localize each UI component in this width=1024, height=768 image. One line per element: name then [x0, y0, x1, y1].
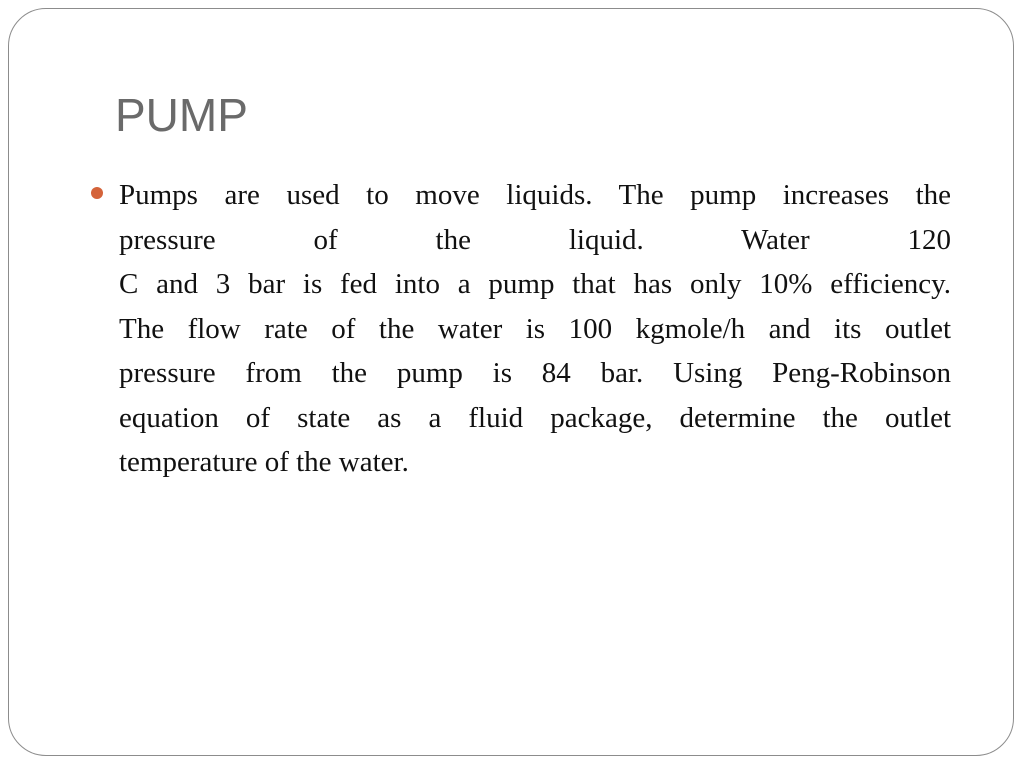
bullet-line-6: equation of state as a fluid package, determine the outlet	[119, 401, 951, 434]
bullet-line-1: Pumps are used to move liquids. The pump increases the	[119, 179, 951, 211]
bullet-line-4: The flow rate of the water is 100 kgmole/h and its outlet	[119, 312, 951, 345]
bullet-dot-icon	[91, 187, 103, 199]
slide	[8, 8, 1014, 756]
bullet-text	[119, 173, 951, 485]
bullet-line-2: pressure of the liquid. Water 120	[119, 223, 951, 256]
bullet-line-3: C and 3 bar is fed into a pump that has only 10% efficiency.	[119, 268, 951, 300]
bullet-item	[91, 173, 951, 485]
bullet-line-7: temperature of the water.	[119, 446, 409, 478]
slide-title: PUMP	[115, 89, 248, 141]
slide-content	[91, 173, 951, 485]
bullet-line-5: pressure from the pump is 84 bar. Using Peng-Robinson	[119, 357, 951, 389]
